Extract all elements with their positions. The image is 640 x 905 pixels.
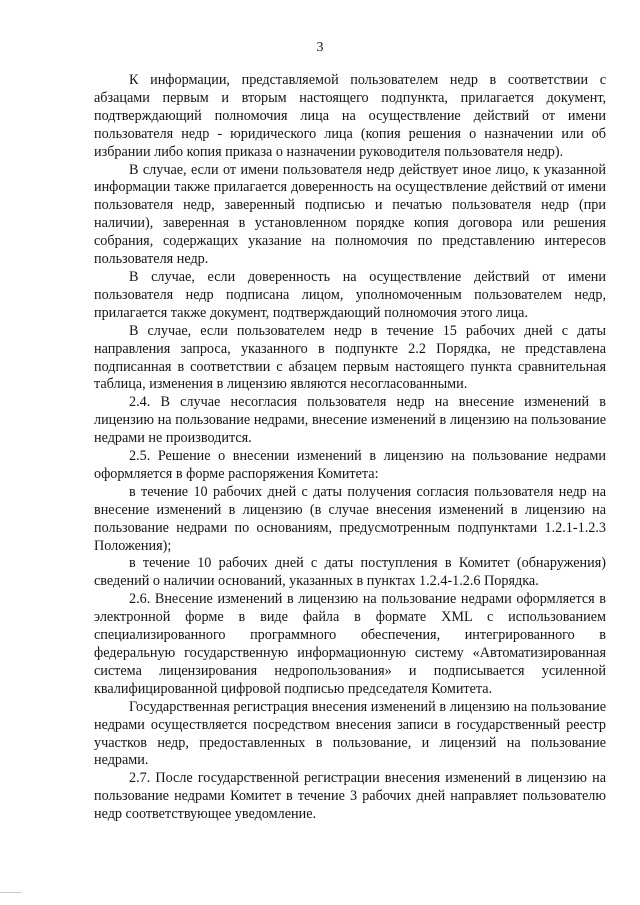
paragraph-authorized-person: В случае, если доверенность на осуществление действий от имени пользователя недр подписана лицом, уполномоченным пользователем недр, прилагается также документ, подтверждающий полномочия этого лица. xyxy=(94,268,606,321)
page-number: 3 xyxy=(316,40,324,55)
paragraph-2-5-term-consent: в течение 10 рабочих дней с даты получения согласия пользователя недр на внесение изменений в лицензию (в случае внесения изменений в лицензию на пользование недрами по основаниям, предусмотренным подпунктами 1.2.1-1.2.3 Положения); xyxy=(94,483,606,554)
paragraph-comparison-table: В случае, если пользователем недр в течение 15 рабочих дней с даты направления запроса, указанного в подпункте 2.2 Порядка, не представлена подписанная в соответствии с абзацем первым настоящего пункта сравнительная таблица, изменения в лицензию являются несогласованными. xyxy=(94,322,606,393)
paragraph-state-registration: Государственная регистрация внесения изменений в лицензию на пользование недрами осуществляется посредством внесения записи в государственный реестр участков недр, предоставленных в пользование, и лицензий на пользование недрами. xyxy=(94,698,606,769)
paragraph-2-5-term-receipt: в течение 10 рабочих дней с даты поступления в Комитет (обнаружения) сведений о наличии оснований, указанных в пунктах 1.2.4-1.2.6 Порядка. xyxy=(94,555,606,590)
paragraph-2-7: 2.7. После государственной регистрации внесения изменений в лицензию на пользование недрами Комитет в течение 3 рабочих дней направляет пользователю недр соответствующее уведомление. xyxy=(94,770,606,823)
paragraph-2-6: 2.6. Внесение изменений в лицензию на пользование недрами оформляется в электронной форме в виде файла в формате XML с использованием специализированного программного обеспечения, интегрированного в федеральную государственную информационную систему «Автоматизированная система лицензирования недропользования» и подписывается усиленной квалифицированной цифровой подписью председателя Комитета. xyxy=(94,591,606,697)
document-body xyxy=(94,72,606,824)
paragraph-2-5: 2.5. Решение о внесении изменений в лицензию на пользование недрами оформляется в форме распоряжения Комитета: xyxy=(94,448,606,482)
scan-edge-mark xyxy=(0,892,22,893)
paragraph-2-4: 2.4. В случае несогласия пользователя недр на внесение изменений в лицензию на пользование недрами, внесение изменений в лицензию на пользование недрами не производится. xyxy=(94,394,606,447)
paragraph-attached-document: К информации, представляемой пользователем недр в соответствии с абзацами первым и вторым настоящего подпункта, прилагается документ, подтверждающий полномочия лица на осуществление действий от имени пользователя недр - юридического лица (копия решения о назначении или об избрании либо копия приказа о назначении руководителя пользователя недр). xyxy=(94,72,606,160)
paragraph-power-of-attorney: В случае, если от имени пользователя недр действует иное лицо, к указанной информации также прилагается доверенность на осуществление действий от имени пользователя недр, заверенный подписью и печатью пользователя недр (при наличии), заверенная в установленном порядке копия договора или решения собрания, содержащих указание на полномочия по представлению интересов пользователя недр. xyxy=(94,161,606,268)
